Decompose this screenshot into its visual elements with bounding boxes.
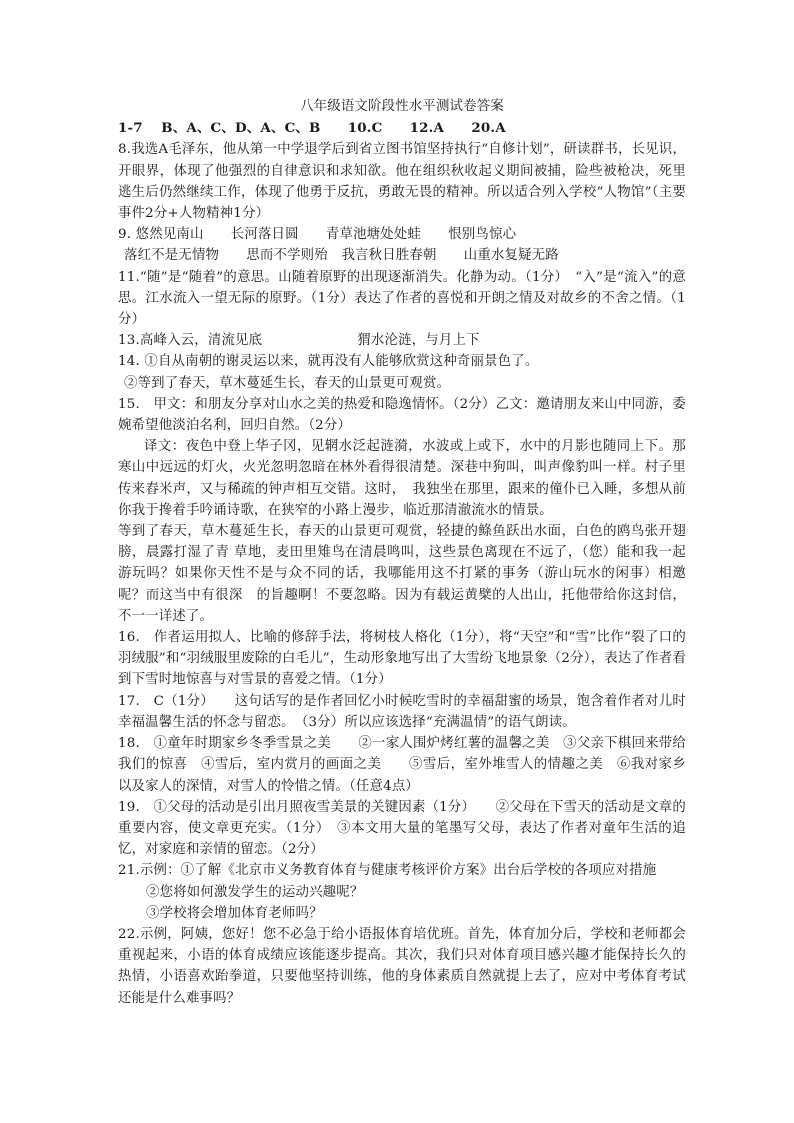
answer-21-line1: 21.示例：①了解《北京市义务教育体育与健康考核评价方案》出台后学校的各项应对措施 (118, 863, 657, 879)
answer-21-line2: ②您将如何激发学生的运动兴趣呢？ (146, 884, 364, 900)
answer-16: 16. 作者运用拟人、比喻的修辞手法，将树枝人格化（1分），将“天空”和“雪”比作“裂了口的羽绒服”和“羽绒服里废除的白毛儿”，生动形象地写出了大雪纷飞地景象（2分），表达了作者看到下雪时地惊喜与对雪景的喜爱之情。（1分） (118, 630, 686, 688)
answer-8: 8.我选A毛泽东，他从第一中学退学后到省立图书馆坚持执行“自修计划”，研读群书，长见识，开眼界，体现了他强烈的自律意识和求知欲。他在组织秋收起义期间被捕，险些被枪决，死里逃生后仍然继续工作，体现了他勇于反抗，勇敢无畏的精神。所以适合列入学校“人物馆”（主要事件2分+人物精神1分） (118, 142, 686, 222)
answer-sheet (118, 96, 686, 1009)
answer-22: 22.示例，阿姨，您好！您不必急于给小语报体育培优班。首先，体育加分后，学校和老师都会重视起来，小语的体育成绩应该能逐步提高。其次，我们只对体育项目感兴趣才能保持长久的热情，小语喜欢跆拳道，只要他坚持训练，他的身体素质自然就提上去了，应对中考体育考试还能是什么难事吗？ (118, 926, 686, 1006)
answer-11: 11.“随”是“随着”的意思。山随着原野的出现逐渐消失。化静为动。（1分） “入”是“流入”的意思。江水流入一望无际的原野。（1分）表达了作者的喜悦和开朗之情及对故乡的不舍之情。（1分） (118, 269, 686, 328)
answer-14-part2: ②等到了春天，草木蔓延生长，春天的山景更可观赏。 (124, 375, 451, 391)
answer-1-7: 1-7 B、A、C、D、A、C、B 10.C 12.A 20.A (118, 120, 506, 137)
answer-15-translation: 译文：夜色中登上华子冈，见辋水泛起涟漪，水波或上或下，水中的月影也随同上下。那寒山中远远的灯火，火光忽明忽暗在林外看得很清楚。深巷中狗叫，叫声像豹叫一样。村子里传来舂米声，又与稀疏的钟声相互交错。这时， 我独坐在那里，跟来的僮仆已入睡，多想从前你我于搀着手吟诵诗歌，在狭窄的小路上漫步，临近那清澈流水的情景。 (118, 439, 686, 518)
answer-21-line3: ③学校将会增加体育老师吗？ (146, 905, 323, 921)
answer-9-line2: 落红不是无情物 思而不学则殆 我言秋日胜春朝 山重水复疑无路 (124, 248, 559, 264)
page-title: 八年级语文阶段性水平测试卷答案 (300, 99, 504, 114)
answer-15-translation-cont: 等到了春天，草木蔓延生长，春天的山景更可观赏，轻捷的鲦鱼跃出水面，白色的鸥鸟张开翅膀，晨露打湿了青 草地，麦田里雉鸟在清晨鸣叫，这些景色离现在不远了，（您）能和我一起游玩吗？如果你天性不是与众不同的话，我哪能用这不打紧的事务（游山玩水的闲事）相邀呢？而这当中有很深 的旨趣啊！不要忽略。因为有载运黄檗的人出山，托他带给你这封信，不一一详述了。 (118, 524, 686, 624)
answer-9-line1: 9. 悠然见南山 长河落日圆 青草池塘处处蛙 恨别鸟惊心 (118, 227, 517, 243)
answer-17: 17. C（1分） 这句话写的是作者回忆小时候吃雪时的幸福甜蜜的场景，饱含着作者对儿时幸福温馨生活的怀念与留恋。 （3分）所以应该选择“充满温情”的语气朗读。 (118, 693, 686, 730)
answer-13: 13.高峰入云，清流见底 猬水沦涟，与月上下 (118, 333, 480, 349)
answer-14-part1: 14. ①自从南朝的谢灵运以来，就再没有人能够欣赏这种奇丽景色了。 (118, 354, 539, 370)
answer-18: 18. ①童年时期家乡冬季雪景之美 ②一家人围炉烤红薯的温馨之美 ③父亲下棋回来带给我们的惊喜 ④雪后，室内赏月的画面之美 ⑤雪后，室外堆雪人的情趣之美 ⑥我对家乡以及家人的深情，对雪人的怜惜之情。（任意4点） (118, 736, 686, 794)
answer-15: 15. 甲文：和朋友分享对山水之美的热爱和隐逸情怀。（2分）乙文：邀请朋友来山中同游，委婉希望他淡泊名利，回归自然。（2分） (118, 396, 686, 434)
answer-19: 19. ①父母的活动是引出月照夜雪美景的关键因素（1分） ②父母在下雪天的活动是文章的重要内容，使文章更充实。（1分） ③本文用大量的笔墨写父母，表达了作者对童年生活的追忆，对家庭和亲情的留恋。（2分） (118, 799, 686, 858)
